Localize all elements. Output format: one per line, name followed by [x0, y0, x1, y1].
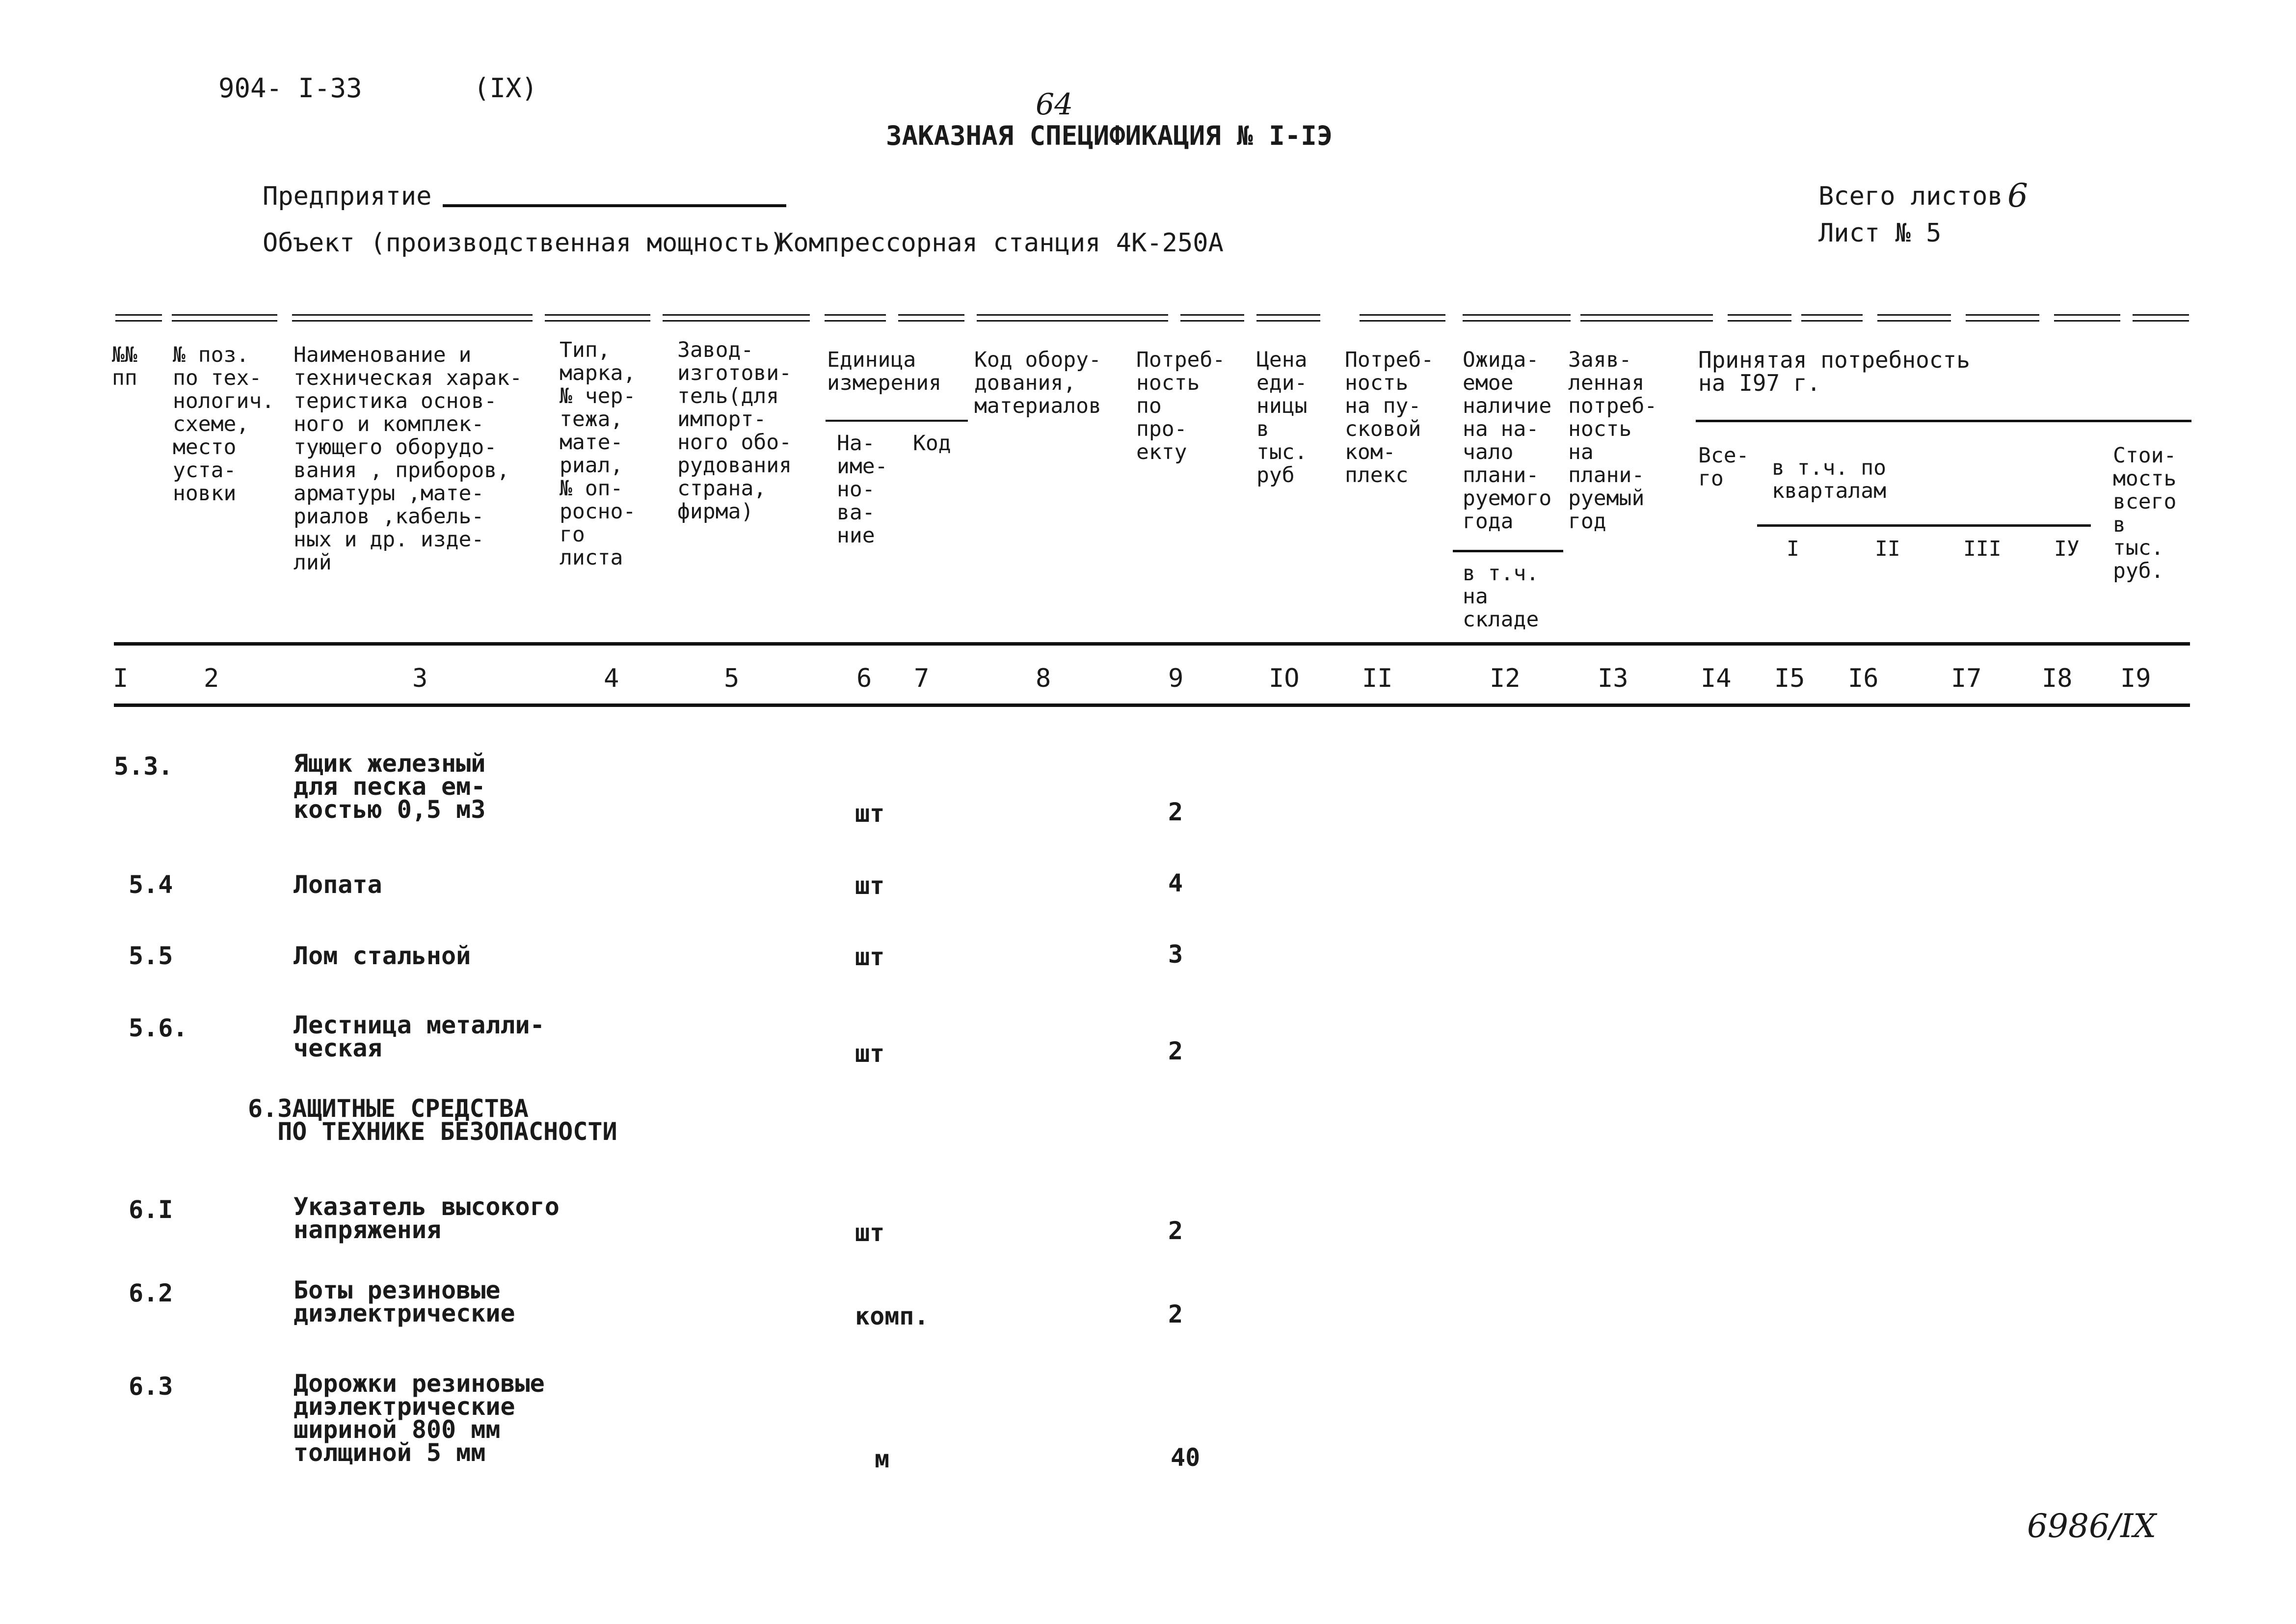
col-number-8: 8 [1036, 664, 1051, 693]
enterprise-label: Предприятие [263, 182, 432, 211]
col-header-10: Цена еди- ницы в тыс. руб [1256, 348, 1308, 487]
col-number-4: 4 [604, 664, 619, 693]
col-header-12-sub: в т.ч. на складе [1463, 561, 1539, 632]
col-number-1: I [113, 664, 129, 693]
col-number-19: I9 [2120, 664, 2151, 693]
col-header-quarters: в т.ч. по кварталам [1772, 456, 1886, 503]
enterprise-blank-line [443, 204, 786, 207]
row-quantity: 2 [1168, 1300, 1183, 1328]
total-sheets-label: Всего листов [1818, 182, 2003, 211]
col-header-3: Наименование и техническая харак- теристика основ- ного и комплек- тующего оборудо- вания , приборов, арматуры ,мате- риалов ,кабель- ных и др. изде- лий [294, 343, 522, 575]
object-label: Объект (производственная мощность) [263, 228, 785, 258]
row-unit: комп. [855, 1302, 929, 1330]
col-header-9: Потреб- ность по про- екту [1136, 348, 1226, 464]
row-unit: шт [855, 1039, 885, 1068]
document-code: 904- I-33 [218, 73, 362, 104]
col-header-13: Заяв- ленная потреб- ность на плани- руемый год [1568, 348, 1657, 534]
unit-group-divider [826, 420, 968, 422]
col-header-unit-group: Единица измерения [827, 348, 941, 395]
col-number-10: IO [1269, 664, 1300, 693]
col-header-11: Потреб- ность на пу- сковой ком- плекс [1345, 348, 1434, 487]
total-sheets-value: 6 [2007, 177, 2028, 215]
col-header-4: Тип, марка, № чер- тежа, мате- риал, № оп- росно- го листа [560, 338, 636, 570]
row-name: Лестница металли- ческая [294, 1011, 545, 1062]
document-part: (IX) [474, 73, 538, 104]
quarters-divider [1757, 524, 2091, 527]
row-quantity: 2 [1168, 1037, 1183, 1065]
col-header-12: Ожида- емое наличие на на- чало плани- руемого года [1463, 348, 1552, 534]
col-header-1: №№ пп [112, 343, 137, 390]
row-quantity: 2 [1168, 798, 1183, 826]
accepted-divider [1696, 420, 2191, 422]
row-quantity: 3 [1168, 940, 1183, 969]
row-unit: шт [855, 871, 885, 900]
row-unit: м [875, 1445, 890, 1473]
col-number-14: I4 [1701, 664, 1732, 693]
page-number: 64 [1036, 87, 1073, 122]
document-title: ЗАКАЗНАЯ СПЕЦИФИКАЦИЯ № I-IЭ [886, 120, 1333, 151]
row-quantity: 4 [1168, 869, 1183, 897]
col-header-2: № поз. по тех- нологич. схеме, место уста- новки [173, 343, 275, 506]
col-header-q3: III [1963, 537, 2002, 561]
col-header-14: Все- го [1698, 443, 1749, 491]
col-number-7: 7 [914, 664, 930, 693]
row-number: 6.2 [129, 1279, 173, 1307]
row-number: 5.5 [129, 942, 173, 970]
col-header-19: Стои- мость всего в тыс. руб. [2113, 443, 2177, 583]
row-quantity: 2 [1168, 1217, 1183, 1245]
column-numbers-rule [114, 704, 2190, 707]
col-number-17: I7 [1951, 664, 1982, 693]
col-header-6: На- име- но- ва- ние [837, 431, 888, 548]
section-6-title: 6.ЗАЩИТНЫЕ СРЕДСТВА ПО ТЕХНИКЕ БЕЗОПАСНОСТИ [248, 1094, 617, 1146]
header-bottom-rule [114, 642, 2190, 646]
row-name: Лом стальной [294, 942, 471, 970]
row-name: Лопата [294, 870, 382, 899]
col-number-18: I8 [2042, 664, 2073, 693]
row-name: Указатель высокого напряжения [294, 1192, 560, 1244]
row-name: Дорожки резиновые диэлектрические шириной 800 мм толщиной 5 мм [294, 1369, 545, 1467]
col-header-5: Завод- изготови- тель(для импорт- ного обо- рудования страна, фирма) [677, 338, 792, 524]
col-12-divider [1453, 550, 1563, 552]
col-number-5: 5 [724, 664, 740, 693]
col-number-13: I3 [1598, 664, 1629, 693]
col-header-q4: IУ [2054, 537, 2080, 561]
col-header-accepted: Принятая потребность на I97 г. [1698, 347, 1970, 396]
row-name: Боты резиновые диэлектрические [294, 1276, 515, 1327]
row-number: 5.3. [114, 752, 173, 781]
row-name: Ящик железный для песка ем- костью 0,5 м3 [294, 749, 486, 824]
col-header-q2: II [1875, 537, 1900, 561]
object-value: Компрессорная станция 4К-250А [778, 228, 1224, 258]
row-number: 6.I [129, 1195, 173, 1224]
row-number: 5.6. [129, 1014, 188, 1042]
col-number-6: 6 [856, 664, 872, 693]
col-header-7: Код [913, 431, 951, 456]
row-quantity: 40 [1171, 1443, 1201, 1472]
col-number-9: 9 [1168, 664, 1184, 693]
col-number-3: 3 [412, 664, 428, 693]
handwritten-archive-number: 6986/IX [2027, 1507, 2157, 1545]
row-unit: шт [855, 943, 885, 971]
sheet-label: Лист № 5 [1818, 218, 1942, 248]
col-number-2: 2 [204, 664, 219, 693]
row-unit: шт [855, 799, 885, 828]
col-number-15: I5 [1774, 664, 1805, 693]
col-header-8: Код обору- дования, материалов [974, 348, 1101, 418]
row-number: 6.3 [129, 1372, 173, 1401]
col-header-q1: I [1787, 537, 1799, 561]
col-number-12: I2 [1490, 664, 1521, 693]
row-unit: шт [855, 1218, 885, 1247]
row-number: 5.4 [129, 870, 173, 899]
col-number-16: I6 [1848, 664, 1879, 693]
col-number-11: II [1362, 664, 1393, 693]
